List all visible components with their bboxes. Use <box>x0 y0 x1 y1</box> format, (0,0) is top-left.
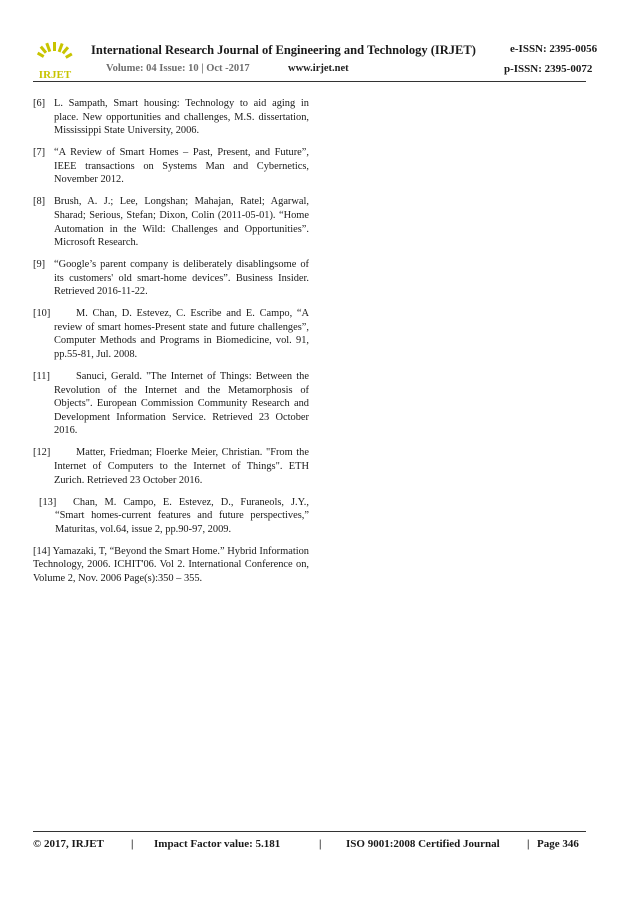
footer-page-number: Page 346 <box>537 838 579 850</box>
reference-item <box>33 496 309 537</box>
reference-item <box>33 97 309 138</box>
footer-separator: | <box>131 838 134 850</box>
reference-number: [9] <box>33 259 46 271</box>
page-header <box>0 0 638 92</box>
footer-divider <box>33 831 586 832</box>
reference-text: Matter, Friedman; Floerke Meier, Christian. "From the Internet of Computers to the Internet of Things". ETH Zurich. Retrieved 23 October 2016. <box>54 447 309 486</box>
reference-item <box>33 545 309 586</box>
reference-item <box>33 146 309 187</box>
reference-text: “A Review of Smart Homes – Past, Present, and Future”, IEEE transactions on Systems Man and Cybernetics, November 2012. <box>54 147 309 186</box>
reference-number: [10] <box>33 308 51 320</box>
reference-number: [13] <box>39 496 57 508</box>
footer-separator: | <box>319 838 322 850</box>
footer-separator: | <box>527 838 530 850</box>
reference-text: “Google’s parent company is deliberately disablingsome of its customers' old smart-home devices”. Business Insider. Retrieved 2016-11-22. <box>54 259 309 298</box>
reference-text: L. Sampath, Smart housing: Technology to aid aging in place. New opportunities and challenges, M.S. dissertation, Mississippi State University, 2006. <box>54 98 309 137</box>
reference-number: [12] <box>33 447 51 459</box>
footer-impact-factor: Impact Factor value: 5.181 <box>154 838 281 850</box>
journal-website-link[interactable]: www.irjet.net <box>288 63 349 74</box>
footer-iso-certification: ISO 9001:2008 Certified Journal <box>346 838 500 850</box>
reference-number: [6] <box>33 98 46 109</box>
reference-item <box>33 258 309 299</box>
e-issn: e-ISSN: 2395-0056 <box>510 43 598 55</box>
journal-title: International Research Journal of Engineering and Technology (IRJET) <box>91 43 476 57</box>
footer-copyright: © 2017, IRJET <box>33 838 104 850</box>
reference-number: [7] <box>33 147 46 159</box>
reference-number: [8] <box>33 196 46 208</box>
reference-number: [11] <box>33 371 50 383</box>
reference-text: Yamazaki, T, “Beyond the Smart Home.” Hybrid Information Technology, 2006. ICHIT'06. Vol 2. International Conference on, Volume 2, Nov. 2006 Page(s):350 – 355. <box>33 545 309 584</box>
reference-number: [14] <box>33 545 51 557</box>
reference-text: Chan, M. Campo, E. Estevez, D., Furaneols, J.Y., “Smart homes-current features and future perspectives,” Maturitas, vol.64, issue 2, pp.90-97, 2009. <box>55 496 309 535</box>
reference-item <box>33 195 309 249</box>
reference-item <box>33 307 309 361</box>
reference-item <box>33 370 309 438</box>
reference-item <box>33 446 309 487</box>
reference-text: Brush, A. J.; Lee, Longshan; Mahajan, Ratel; Agarwal, Sharad; Serious, Stefan; Dixon, Colin (2011-05-01). “Home Automation in the Wild: Challenges and Opportunities”. Microsoft Research. <box>54 196 309 249</box>
p-issn: p-ISSN: 2395-0072 <box>504 63 593 75</box>
irjet-logo <box>33 42 77 82</box>
reference-text: M. Chan, D. Estevez, C. Escribe and E. Campo, “A review of smart homes-Present state and future challenges”, Computer Methods and Programs in Biomedicine, vol. 91, pp.55-81, Jul. 2008. <box>54 308 309 361</box>
volume-issue: Volume: 04 Issue: 10 | Oct -2017 <box>106 63 250 74</box>
reference-text: Sanuci, Gerald. "The Internet of Things: Between the Revolution of the Internet and the Metamorphosis of Objects". European Commission Community Research and Development Information Service. Retrieved 23 October 2016. <box>54 371 309 437</box>
svg-text:IRJET: IRJET <box>38 69 72 81</box>
header-divider <box>33 81 586 82</box>
references-list <box>33 97 309 594</box>
